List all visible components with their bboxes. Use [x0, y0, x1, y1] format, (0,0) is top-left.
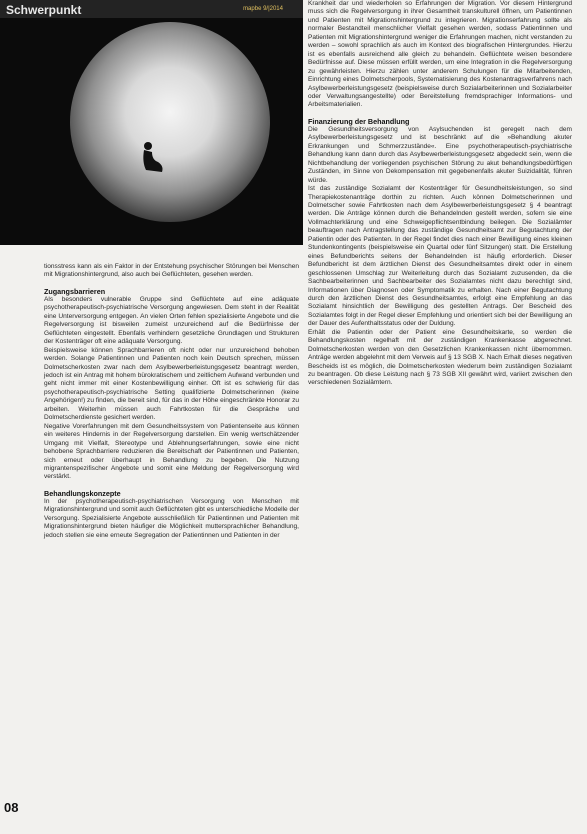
right-paragraph-4: Erhält die Patientin oder der Patient eine Gesundheitskarte, so werden die Behandlungskosten regelhaft mit der zuständigen Krankenkasse abgerechnet. Dolmetscherkosten werden von den Gesetzlichen Krankenkassen nicht übernommen. Anträge werden abgelehnt mit dem Verweis auf § 13 SGB X. Nach Erhalt dieses negativen Bescheids ist es möglich, die Dolmetscherkosten wiederum beim zuständigen Sozialamt zu beantragen. Ob diese Leistung nach § 73 SGB XII gewährt wird, variiert zwischen den verschiedenen Sozialämtern.	[308, 328, 572, 387]
right-column	[308, 0, 572, 388]
heading-behandlungskonzepte: Behandlungskonzepte	[44, 488, 121, 498]
section-title: Schwerpunkt	[6, 3, 82, 17]
right-paragraph-1: Krankheit dar und wiederholen so Erfahrungen der Migration. Vor diesem Hintergrund muss sich die Regelversorgung in ihrer Gesamtheit transkulturell öffnen, um Patientinnen und Patienten mit Migrationshintergrund zu integrieren. Migrationserfahrung sollte als normaler Bestandteil menschlicher Vielfalt gesehen werden, sodass Patientinnen und Patienten mit Migrationshintergrund weniger die Erfahrungen machen, nicht verstanden zu werden – sowohl sprachlich als auch im Kontext des biografischen Hintergrundes. Hierzu ist es ebenfalls ausreichend alle gleich zu behandeln. Geflüchtete weisen besondere Bedürfnisse auf. Diese müssen erfüllt werden, um eine Integration in die Regelversorgung zu gewährleisten. Hierzu zählen unter anderem Schulungen für die Mitarbeitenden, Einrichtung eines Dolmetscherpools, Systematisierung des Kostenantragsverfahrens nach Asylbewerberleistungsgesetz (beispielsweise durch Sozialarbeiterinnen und Sozialarbeiter oder Verwaltungsangestellte) oder Bereitstellung fremdsprachiger Informations- und Arbeitsmaterialien.	[308, 0, 572, 109]
issue-label: mapbe 9/|2014	[243, 6, 283, 12]
left-paragraph-1: Als besonders vulnerable Gruppe sind Geflüchtete auf eine adäquate psychotherapeutisch-psychiatrische Versorgung angewiesen. Dem steht in der Realität eine Unterversorgung entgegen. An vielen Orten fehlen spezialisierte Angebote und die Regelversorgung ist bisweilen zumeist unzureichend auf die Bedürfnisse der Geflüchteten eingestellt. Ebenfalls verhindern gesetzliche Grundlagen und Strukturen der Kostenträger oft eine adäquate Versorgung.	[44, 295, 299, 346]
tunnel-light	[70, 22, 270, 222]
left-column	[44, 263, 299, 540]
right-paragraph-3: Ist das zuständige Sozialamt der Kostenträger für Gesundheitsleistungen, so sind Therapiekostenanträge dorthin zu richten. Auch können Dolmetscherinnen und Dolmetscher sowie Fahrtkosten nach dem Asylbewerberleistungsgesetz § 4 beantragt werden. Die Anträge können durch die Behandelnden gestellt werden, sofern sie eine Vollmachterklärung und eine Schweigepflichtsentbindung beilegen. Die Sozialämter beauftragen nach Antragstellung das zuständige Gesundheitsamt zur Begutachtung der Patientin oder des Patienten. In der Regel findet dies nach einer Bewilligung eines kleinen Stundenkontingents (beispielsweise ein Quartal oder fünf Sitzungen) statt. Die Erstellung eines Befundberichts seitens der Behandelnden ist häufig erforderlich. Dieser Befundbericht ist dem ärztlichen Dienst des Gesundheitsamtes direkt oder in einem geschlossenen Umschlag zur Weiterleitung durch das Sozialamt zuzusenden, da die Sachbearbeiterinnen und Sachbearbeiter des Sozialamtes nicht dazu berechtigt sind, Informationen über Diagnosen oder Symptomatik zu erhalten. Nach einer Begutachtung durch den ärztlichen Dienst des Gesundheitsamtes, erfolgt eine Empfehlung an das Sozialamt hinsichtlich der Bewilligung des gestellten Antrags. Der Bescheid des Sozialamtes folgt in der Regel dieser Empfehlung und orientiert sich bei der Bewilligung an der Dauer des Aufenthaltsstatus oder der Duldung.	[308, 185, 572, 328]
right-paragraph-2: Die Gesundheitsversorgung von Asylsuchenden ist geregelt nach dem Asylbewerberleistungsgesetz und ist beschränkt auf die »Behandlung akuter Erkrankungen und Schmerzzustände«. Eine psychotherapeutisch-psychiatrische Behandlung kann dann durch das Asylbewerberleistungsgesetz abgedeckt sein, wenn die Nichtbehandlung der vorliegenden psychischen Störung zu akut behandlungsbedürftigen Zuständen, im Sinne von Dekompensation mit gegebenenfalls akuter Suizidalität, führen würde.	[308, 125, 572, 184]
page-number: 08	[4, 800, 19, 815]
heading-finanzierung: Finanzierung der Behandlung	[308, 116, 410, 126]
left-paragraph-3: Negative Vorerfahrungen mit dem Gesundheitssystem von Patientenseite aus können ein weiteres Hindernis in der Regelversorgung darstellen. Ein wenig wertschätzender Umgang mit Vielfalt, Stereotype und Ablehnungserfahrungen, sowie eine nicht behobene Sprachbarriere reduzieren die Bereitschaft der Patientinnen und Patienten, sich erneut oder überhaupt in Behandlung zu begeben. Die Nutzung migrantenspezifischer Angebote und somit eine Meldung der Regelversorgung wird verstärkt.	[44, 422, 299, 481]
seated-person-silhouette	[138, 140, 168, 176]
left-paragraph-2: Beispielsweise können Sprachbarrieren oft nicht oder nur unzureichend behoben werden. Solange Patientinnen und Patienten noch kein Deutsch sprechen, müssen Dolmetscherkosten zwar nach dem Asylbewerberleistungsgesetz beantragt werden, jedoch ist ein Antrag mit hohem bürokratischem und zeitlichem Aufwand verbunden und geht nicht immer mit einer Kostenbewilligung einher. Oft ist es schwierig für das psychotherapeutisch-psychiatrische Setting qualifizierte Dolmetscherinnen (keine Angehörigen!) zu finden, die bereit sind, für das in der Höhe eingeschränkte Honorar zu arbeiten. Weiterhin müssen auch Fahrtkosten für die Gespräche und Dolmetscherdienste gesichert werden.	[44, 346, 299, 422]
cover-photo	[0, 0, 303, 245]
left-paragraph-4: In der psychotherapeutisch-psychiatrischen Versorgung von Menschen mit Migrationshintergrund und somit auch Geflüchteten gibt es unterschiedliche Modelle der Versorgung. Spezialisierte Angebote ausschließlich für Patientinnen und Patienten mit Migrationshintergrund bieten häufiger die Möglichkeit muttersprachlicher Behandlung, jedoch stellen sie eine erneute Segregation der Patientinnen und Patienten in der	[44, 497, 299, 539]
left-intro-paragraph: tionsstress kann als ein Faktor in der Entstehung psychischer Störungen bei Menschen mit Migrationshintergrund, also auch bei Geflüchteten, gesehen werden.	[44, 263, 299, 279]
heading-zugangsbarrieren: Zugangsbarrieren	[44, 286, 106, 296]
